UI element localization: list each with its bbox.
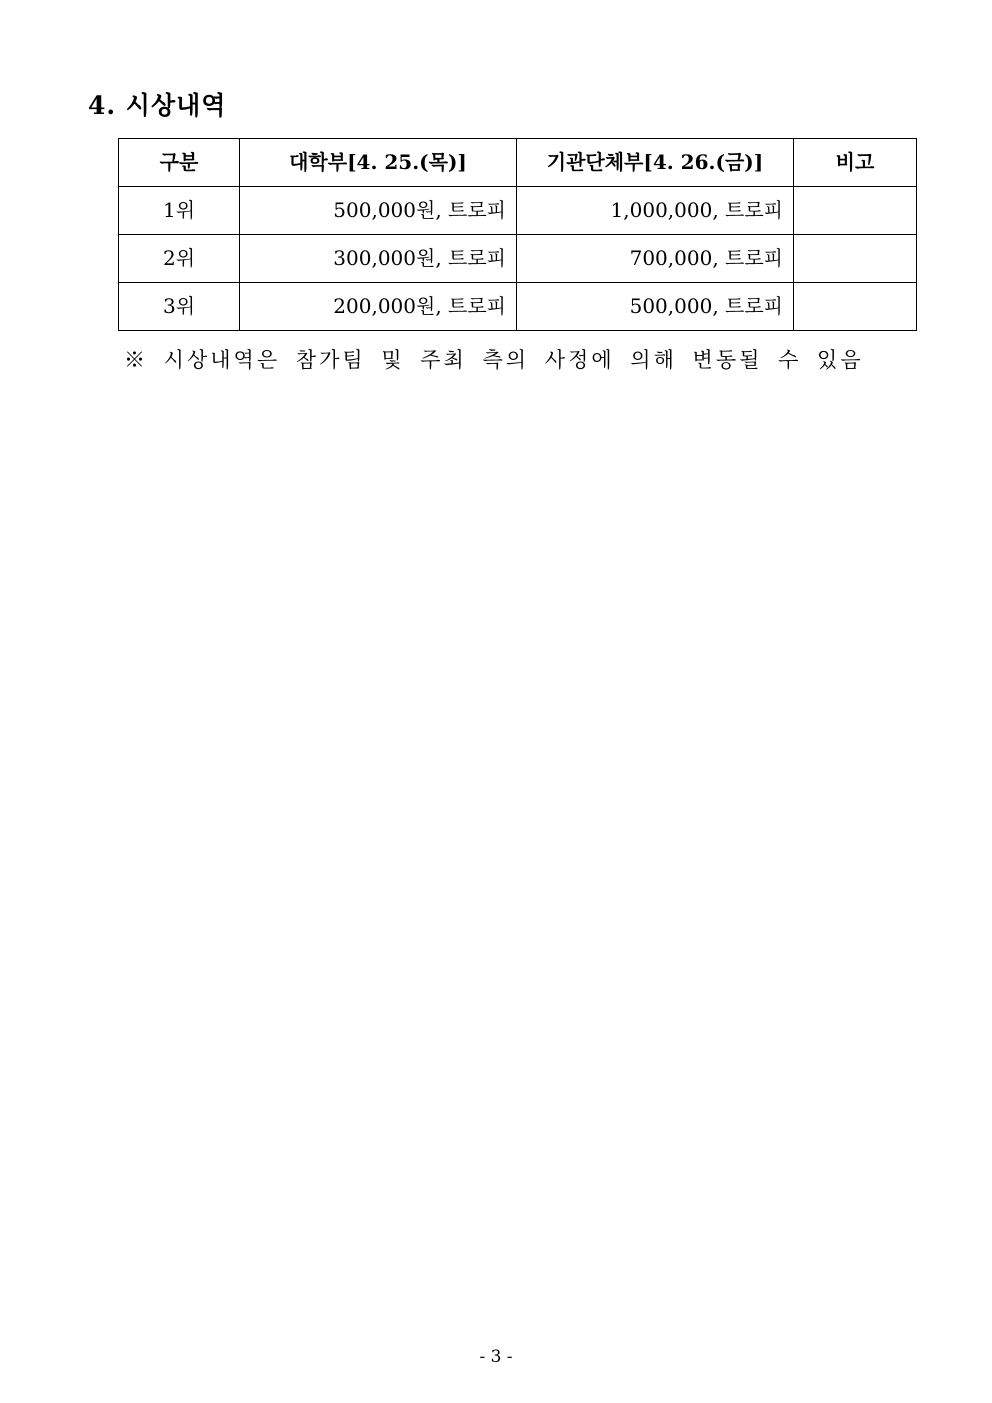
remarks-cell	[794, 235, 917, 283]
rank-cell: 1위	[119, 187, 240, 235]
rank-cell: 2위	[119, 235, 240, 283]
organization-prize-cell: 1,000,000, 트로피	[517, 187, 794, 235]
rank-cell: 3위	[119, 283, 240, 331]
table-header-row	[119, 139, 917, 187]
organization-prize-cell: 500,000, 트로피	[517, 283, 794, 331]
table-row	[119, 283, 917, 331]
university-prize-cell: 500,000원, 트로피	[240, 187, 517, 235]
header-organization: 기관단체부[4. 26.(금)]	[517, 139, 794, 187]
table-row	[119, 235, 917, 283]
header-remarks: 비고	[794, 139, 917, 187]
award-change-note: ※ 시상내역은 참가팀 및 주최 측의 사정에 의해 변동될 수 있음	[124, 348, 864, 372]
header-university: 대학부[4. 25.(목)]	[240, 139, 517, 187]
table-row	[119, 187, 917, 235]
header-category: 구분	[119, 139, 240, 187]
section-title: 4. 시상내역	[88, 91, 227, 120]
university-prize-cell: 300,000원, 트로피	[240, 235, 517, 283]
university-prize-cell: 200,000원, 트로피	[240, 283, 517, 331]
organization-prize-cell: 700,000, 트로피	[517, 235, 794, 283]
remarks-cell	[794, 187, 917, 235]
page-number: - 3 -	[479, 1347, 513, 1367]
remarks-cell	[794, 283, 917, 331]
award-table	[118, 138, 917, 331]
